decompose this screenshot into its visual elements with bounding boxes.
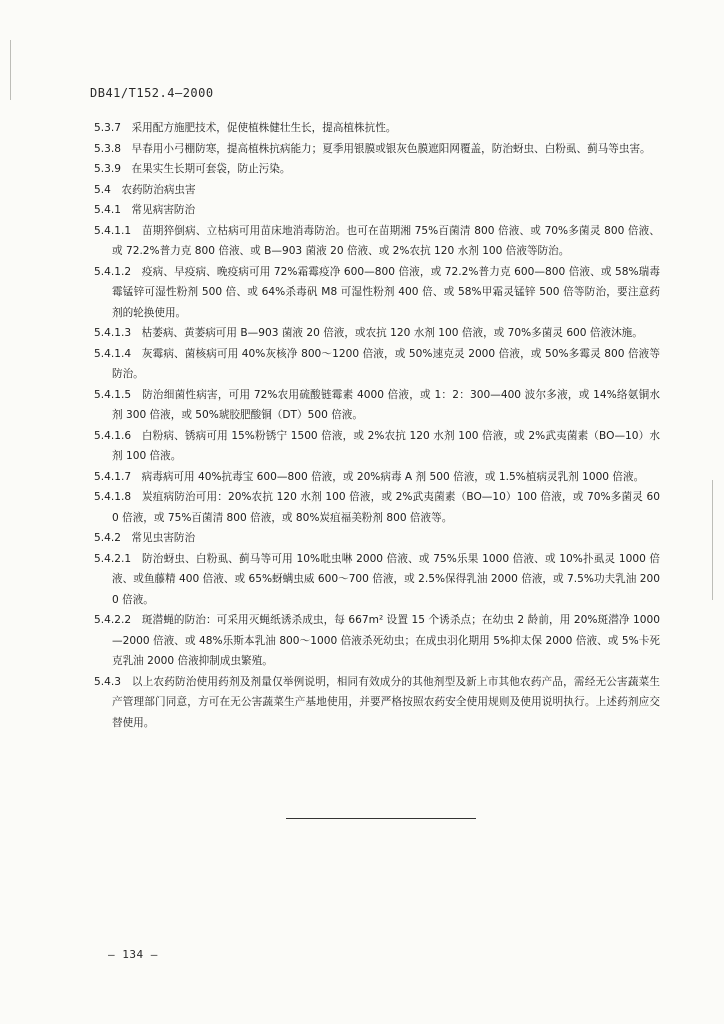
para-5-4-1-1: 5.4.1.1 苗期猝倒病、立枯病可用苗床地消毒防治。也可在苗期湘 75%百菌清 800 倍液、或 70%多菌灵 800 倍液、或 72.2%普力克 800 倍液、或 B—903 菌液 20 倍液、或 2%农抗 120 水剂 100 倍液等防治。 [94,224,660,257]
scan-edge-mark-right [712,480,713,600]
para-5-3-7: 5.3.7 采用配方施肥技术，促使植株健壮生长，提高植株抗性。 [94,122,397,134]
para-5-4-1-3: 5.4.1.3 枯萎病、黄萎病可用 B—903 菌液 20 倍液，或农抗 120 水剂 100 倍液，或 70%多菌灵 600 倍液沐施。 [94,327,643,339]
para-5-3-9: 5.3.9 在果实生长期可套袋，防止污染。 [94,163,291,175]
para-5-4-2-1: 5.4.2.1 防治蚜虫、白粉虱、蓟马等可用 10%吡虫啉 2000 倍液、或 75%乐果 1000 倍液、或 10%扑虱灵 1000 倍液、或鱼藤精 400 倍液、或 65%蚜螨虫威 600～700 倍液，或 2.5%保得乳油 2000 倍液，或 7.5%功夫乳油 2000 倍液。 [94,552,660,606]
section-5-4-heading: 5.4 农药防治病虫害 [94,183,196,196]
para-5-4-2-2: 5.4.2.2 斑潜蝇的防治：可采用灭蝇纸诱杀成虫，每 667m² 设置 15 个诱杀点；在幼虫 2 龄前，用 20%斑潜净 1000—2000 倍液、或 48%乐斯本乳油 800～1000 倍液杀死幼虫；在成虫羽化期用 5%抑太保 2000 倍液、或 5%卡死克乳油 2000 倍液抑制成虫繁殖。 [94,614,660,667]
section-5-4-1-heading: 5.4.1 常见病害防治 [94,204,196,216]
scan-edge-mark-left [10,40,11,100]
document-body [94,118,660,733]
document-code: DB41/T152.4—2000 [90,86,214,100]
section-5-4-2-heading: 5.4.2 常见虫害防治 [94,532,196,544]
para-5-4-3: 5.4.3 以上农药防治使用药剂及剂量仅举例说明，相同有效成分的其他剂型及新上市其他农药产品，需经无公害蔬菜生产管理部门同意，方可在无公害蔬菜生产基地使用，并要严格按照农药安全使用规则及使用说明执行。上述药剂应交替使用。 [94,675,660,729]
page-number: — 134 — [108,948,158,961]
para-5-3-8: 5.3.8 早春用小弓棚防寒，提高植株抗病能力；夏季用银膜或银灰色膜遮阳网覆盖，防治蚜虫、白粉虱、蓟马等虫害。 [94,142,651,155]
para-5-4-1-2: 5.4.1.2 疫病、早疫病、晚疫病可用 72%霜霉疫净 600—800 倍液，或 72.2%普力克 600—800 倍液、或 58%瑞毒霉锰锌可湿性粉剂 500 倍、或 64%杀毒矾 M8 可湿性粉剂 400 倍、或 58%甲霜灵锰锌 500 倍等防治，要注意药剂的轮换使用。 [94,265,660,319]
section-end-divider [286,818,476,819]
para-5-4-1-5: 5.4.1.5 防治细菌性病害，可用 72%农用硫酸链霉素 4000 倍液，或 1：2：300—400 波尔多液，或 14%络氨铜水剂 300 倍液，或 50%琥胶肥酸铜（DT）500 倍液。 [94,388,660,421]
para-5-4-1-6: 5.4.1.6 白粉病、锈病可用 15%粉锈宁 1500 倍液，或 2%农抗 120 水剂 100 倍液，或 2%武夷菌素（BO—10）水剂 100 倍液。 [94,429,660,462]
para-5-4-1-7: 5.4.1.7 病毒病可用 40%抗毒宝 600—800 倍液，或 20%病毒 A 剂 500 倍液，或 1.5%植病灵乳剂 1000 倍液。 [94,470,645,483]
para-5-4-1-8: 5.4.1.8 炭疽病防治可用：20%农抗 120 水剂 100 倍液，或 2%武夷菌素（BO—10）100 倍液，或 70%多菌灵 600 倍液，或 75%百菌清 800 倍液，或 80%炭疽福美粉剂 800 倍液等。 [94,491,660,524]
para-5-4-1-4: 5.4.1.4 灰霉病、菌核病可用 40%灰核净 800～1200 倍液，或 50%速克灵 2000 倍液，或 50%多霉灵 800 倍液等防治。 [94,347,660,380]
